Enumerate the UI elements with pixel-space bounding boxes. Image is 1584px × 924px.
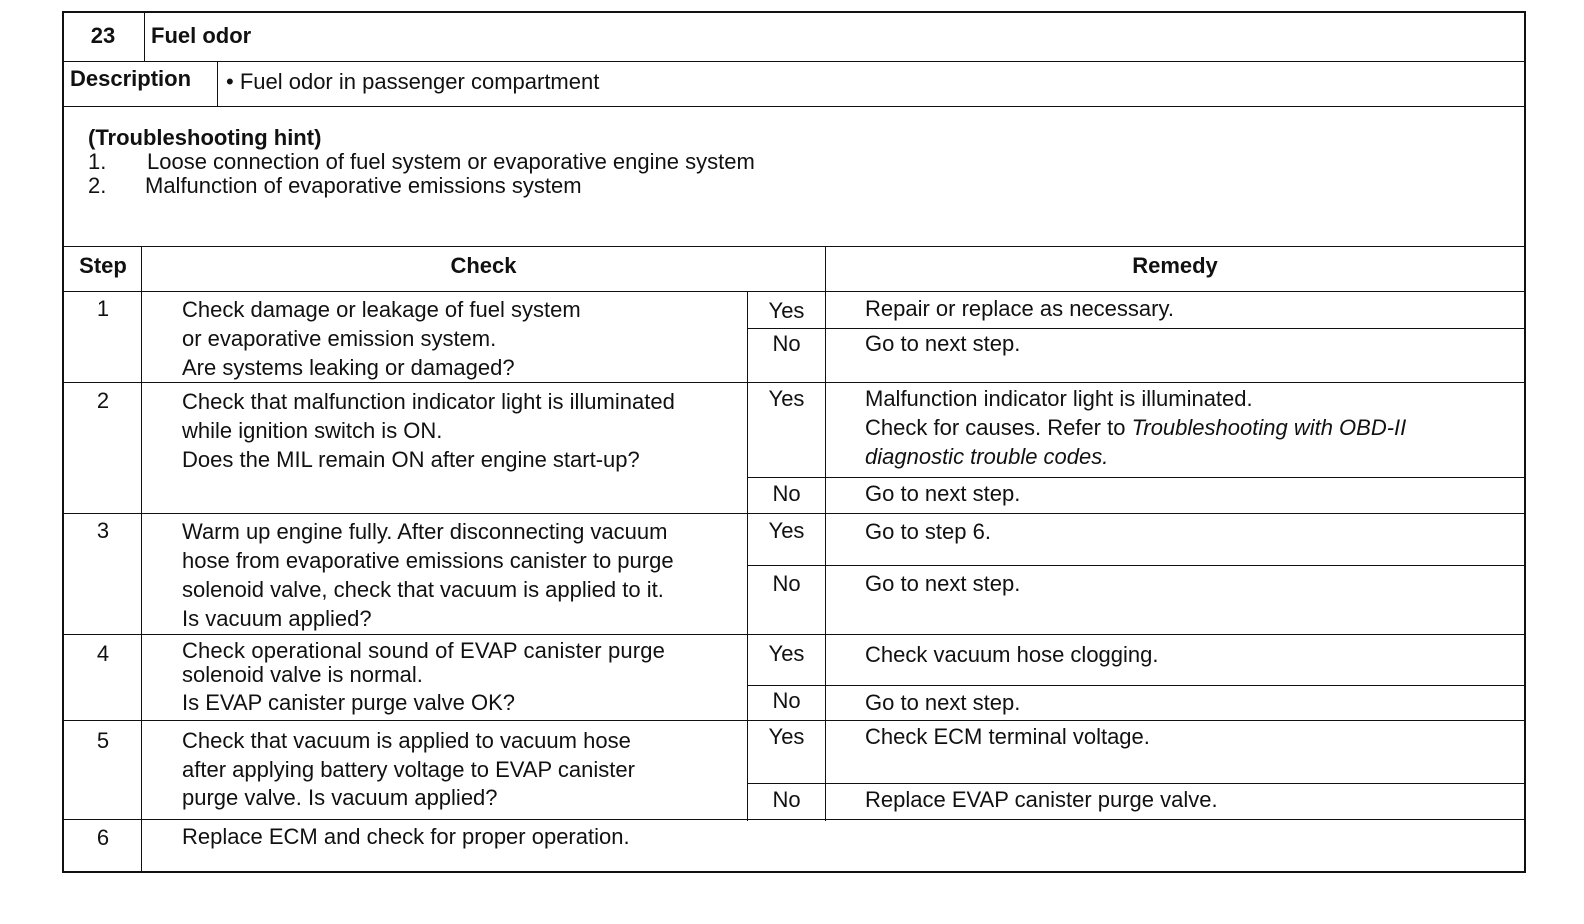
divider xyxy=(144,13,145,61)
divider xyxy=(747,783,1524,784)
remedy-text: Go to step 6. xyxy=(865,519,991,544)
step-number: 5 xyxy=(96,728,110,753)
remedy-text: Go to next step. xyxy=(865,331,1021,356)
step-number: 6 xyxy=(96,825,110,850)
hint-item-number: 2. xyxy=(88,173,107,198)
no-label: No xyxy=(772,571,801,596)
check-line: Warm up engine fully. After disconnecting vacuum xyxy=(182,519,668,544)
divider xyxy=(217,61,218,107)
check-line: Is vacuum applied? xyxy=(182,606,372,631)
yes-label: Yes xyxy=(768,298,805,323)
description-text: • Fuel odor in passenger compartment xyxy=(226,69,600,94)
step-number: 3 xyxy=(96,518,110,543)
yes-label: Yes xyxy=(768,724,805,749)
hint-item-number: 1. xyxy=(88,149,107,174)
remedy-text: Check vacuum hose clogging. xyxy=(865,642,1159,667)
check-line: Check operational sound of EVAP canister purge xyxy=(182,638,666,663)
divider xyxy=(141,246,142,873)
step-column-header: Step xyxy=(79,253,127,278)
section-title: Fuel odor xyxy=(151,23,252,48)
check-line: or evaporative emission system. xyxy=(182,326,497,351)
no-label: No xyxy=(772,331,801,356)
divider xyxy=(64,106,1524,107)
divider xyxy=(64,634,1524,635)
hint-item-text: Loose connection of fuel system or evaporative engine system xyxy=(147,149,755,174)
remedy-text: Replace EVAP canister purge valve. xyxy=(865,787,1218,812)
check-line: Check that malfunction indicator light is illuminated xyxy=(182,389,675,414)
check-line: hose from evaporative emissions canister to purge xyxy=(182,548,674,573)
remedy-text xyxy=(865,442,1108,471)
divider xyxy=(64,720,1524,721)
remedy-text: Malfunction indicator light is illuminated. xyxy=(865,386,1253,411)
step-number: 2 xyxy=(96,388,110,413)
remedy-text: Go to next step. xyxy=(865,690,1021,715)
remedy-text: Go to next step. xyxy=(865,481,1021,506)
check-line: Check that vacuum is applied to vacuum hose xyxy=(182,728,631,753)
troubleshooting-sheet xyxy=(62,11,1526,873)
description-label: Description xyxy=(70,66,192,91)
remedy-text: Check ECM terminal voltage. xyxy=(865,724,1150,749)
section-number: 23 xyxy=(90,23,116,48)
check-line: Is EVAP canister purge valve OK? xyxy=(182,690,516,715)
check-line: Are systems leaking or damaged? xyxy=(182,355,515,380)
check-line: Does the MIL remain ON after engine start-up? xyxy=(182,447,640,472)
check-column-header: Check xyxy=(450,253,517,278)
divider xyxy=(747,565,1524,566)
remedy-text: Repair or replace as necessary. xyxy=(865,296,1174,321)
divider xyxy=(64,382,1524,383)
yes-label: Yes xyxy=(768,386,805,411)
check-line: solenoid valve is normal. xyxy=(182,662,423,687)
divider xyxy=(64,246,1524,247)
divider xyxy=(747,685,1524,686)
divider xyxy=(747,328,1524,329)
check-line: Replace ECM and check for proper operation. xyxy=(182,824,630,849)
divider xyxy=(64,819,1524,820)
manual-reference-link: diagnostic trouble codes. xyxy=(865,444,1109,469)
check-line: after applying battery voltage to EVAP canister xyxy=(182,757,635,782)
divider xyxy=(825,246,826,821)
yes-label: Yes xyxy=(768,518,805,543)
divider xyxy=(64,513,1524,514)
no-label: No xyxy=(772,481,801,506)
remedy-text xyxy=(865,413,1406,442)
hint-title: (Troubleshooting hint) xyxy=(88,125,322,150)
remedy-text: Go to next step. xyxy=(865,571,1021,596)
yes-label: Yes xyxy=(768,641,805,666)
check-line: purge valve. Is vacuum applied? xyxy=(182,785,498,810)
remedy-text-prefix: Check for causes. Refer to xyxy=(865,415,1132,440)
divider xyxy=(747,477,1524,478)
divider xyxy=(64,61,1524,62)
hint-item-text: Malfunction of evaporative emissions system xyxy=(145,173,582,198)
no-label: No xyxy=(772,688,801,713)
step-number: 1 xyxy=(96,296,110,321)
no-label: No xyxy=(772,787,801,812)
manual-reference-link: Troubleshooting with OBD-II xyxy=(1131,415,1407,440)
check-line: solenoid valve, check that vacuum is applied to it. xyxy=(182,577,664,602)
check-line: while ignition switch is ON. xyxy=(182,418,443,443)
check-line: Check damage or leakage of fuel system xyxy=(182,297,581,322)
step-number: 4 xyxy=(96,641,110,666)
remedy-column-header: Remedy xyxy=(1132,253,1218,278)
divider xyxy=(64,291,1524,292)
